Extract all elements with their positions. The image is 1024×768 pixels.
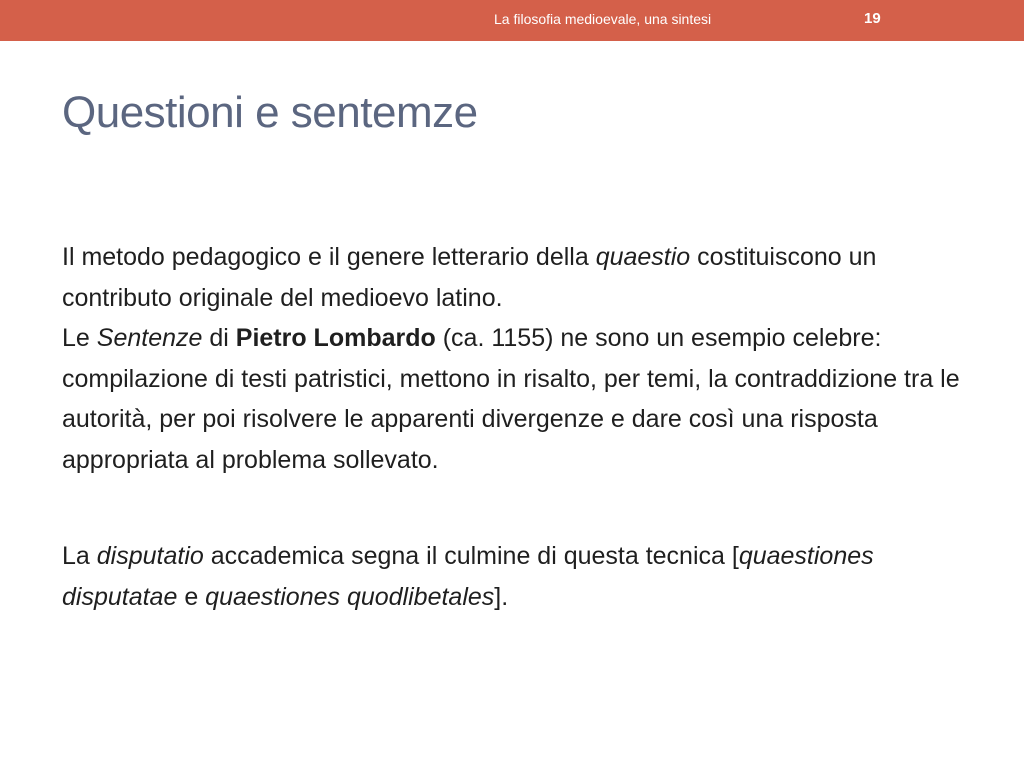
page-number: 19 [864,10,881,27]
paragraph-sentenze [62,318,962,480]
paragraph-disputatio [62,536,962,617]
bold-name: Pietro Lombardo [235,324,436,352]
italic-term: disputatio [96,542,204,570]
text-run: Il metodo pedagogico e il genere letterario della [62,243,596,271]
text-run: ]. [494,582,509,611]
text-run: accademica segna il culmine di questa tecnica [ [203,542,739,570]
italic-term: quaestiones disputatae [62,542,874,611]
text-run: Le [62,324,97,352]
italic-term: quaestio [595,243,691,271]
text-run: (ca. 1155) ne sono un esempio celebre: compilazione di testi patristici, mettono in risalto, per temi, la contraddizione tra le autorità, per poi risolvere le apparenti divergenze e dare così una risposta appropriata al problema sollevato. [62,324,960,474]
text-run: costituiscono un contributo originale del medioevo latino. [62,243,877,312]
text-run: di [202,324,236,352]
italic-term: quaestiones quodlibetales [205,582,495,611]
header-title: La filosofia medioevale, una sintesi [494,11,712,27]
header-bar [0,0,1024,41]
paragraph-quaestio [62,237,962,318]
italic-term: Sentenze [96,324,203,352]
text-run: La [62,542,97,570]
slide-body [62,237,962,617]
slide-title: Questioni e sentemze [62,88,478,137]
text-run: e [177,582,206,611]
